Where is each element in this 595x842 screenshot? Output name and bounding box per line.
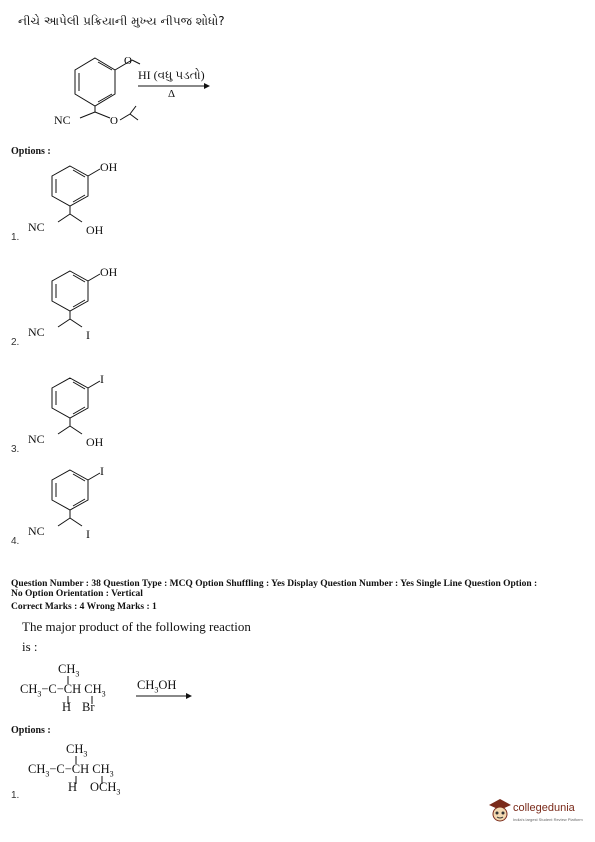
option2-number: 1.: [11, 790, 20, 801]
logo-tagline: India's largest Student Review Platform: [513, 817, 583, 822]
question-text-english: [22, 617, 251, 657]
option-1-right-label: OH: [86, 223, 104, 237]
question-meta-line1: Question Number : 38 Question Type : MCQ Option Shuffling : Yes Display Question Number : Yes Single Line Question Option :: [11, 579, 538, 589]
reaction2-main-chain: $CH_3-C-CH$ $CH_3$: [20, 682, 106, 699]
option-3-right-label: OH: [86, 435, 104, 449]
options-heading: Options :: [11, 146, 51, 157]
option-3-left-label: NC: [28, 432, 45, 446]
nc-label: NC: [54, 113, 71, 127]
reaction2-h: H: [62, 700, 72, 714]
option2-och3: $OCH_3$: [90, 780, 121, 797]
option2-ch3-top: $CH_3$: [66, 742, 88, 759]
option-3-top-label: I: [100, 372, 104, 386]
option-1-left-label: NC: [28, 220, 45, 234]
option-4-right-label: I: [86, 527, 90, 541]
svg-text:O: O: [110, 115, 118, 127]
options-heading-2: Options :: [11, 725, 51, 736]
option-4-number: 4.: [11, 536, 20, 547]
option-4-top-label: I: [100, 464, 104, 478]
collegedunia-logo-icon: [488, 797, 512, 827]
svg-text:O: O: [124, 55, 132, 67]
reaction2-reagent: $CH_3OH$: [137, 678, 177, 695]
question-meta-line3: Correct Marks : 4 Wrong Marks : 1: [11, 602, 157, 612]
option-1-number: 1.: [11, 232, 20, 243]
heat-symbol: Δ: [168, 88, 176, 100]
option-4-left-label: NC: [28, 524, 45, 538]
question-line-2: is :: [22, 639, 38, 654]
option-2-right-label: I: [86, 328, 90, 342]
option-2-left-label: NC: [28, 325, 45, 339]
logo-name: collegedunia: [513, 802, 575, 814]
question-text-gujarati: નીચે આપેલી પ્રક્રિયાની મુખ્ય નીપજ શોધો?: [18, 14, 225, 28]
option-3-number: 3.: [11, 444, 20, 455]
question-line-1: The major product of the following reaction: [22, 619, 251, 634]
option-2-top-label: OH: [100, 265, 118, 279]
option2-main-chain: $CH_3-C-CH$ $CH_3$: [28, 762, 114, 779]
question-meta-line2: No Option Orientation : Vertical: [11, 589, 143, 599]
option-2-number: 2.: [11, 337, 20, 348]
option-1-top-label: OH: [100, 160, 118, 174]
reagent-label: HI (વધુ પડતો): [138, 68, 205, 82]
reaction2-ch3-top: $CH_3$: [58, 662, 80, 679]
reaction2-br: Br: [82, 700, 95, 714]
reaction2-arrow: [136, 692, 192, 700]
option2-h: H: [68, 780, 78, 794]
